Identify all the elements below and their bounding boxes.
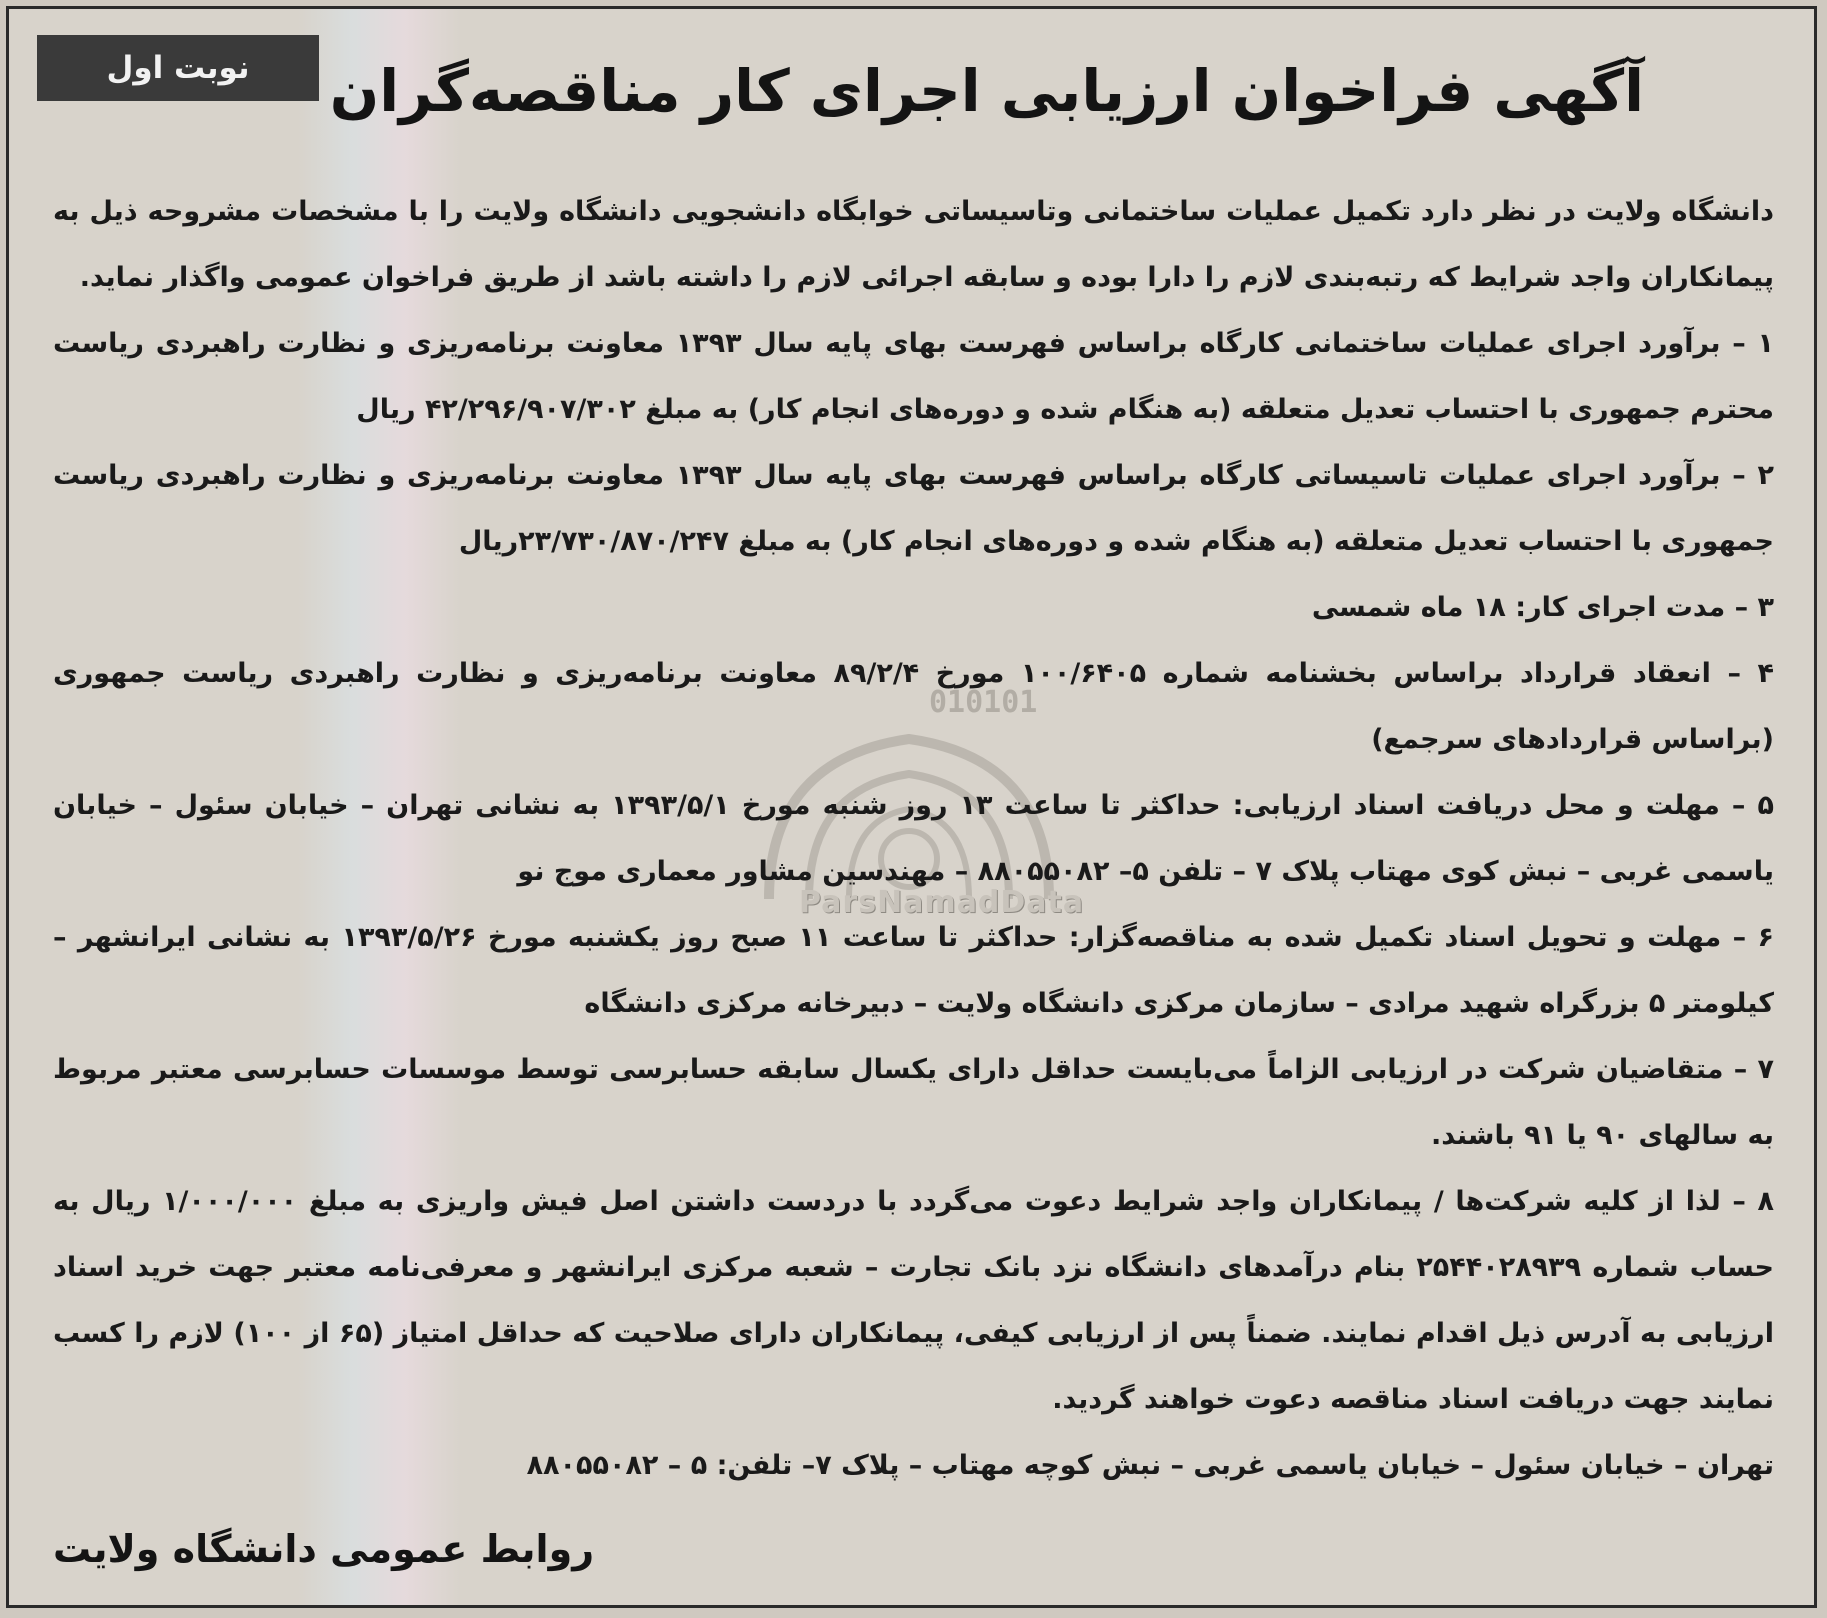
ad-signature: روابط عمومی دانشگاه ولایت [53,1527,595,1571]
edition-badge-label: نوبت اول [106,50,250,86]
ad-item-7: ۷ – متقاضیان شرکت در ارزیابی الزاماً می‌بایست حداقل دارای یکسال سابقه حسابرسی توسط موسسات حسابرسی معتبر مربوط به سالهای ۹۰ یا ۹۱ باشند. [53,1054,1774,1151]
edition-badge [37,35,319,101]
ad-address: تهران – خیابان سئول – خیابان یاسمی غربی – نبش کوچه مهتاب – پلاک ۷– تلفن: ۵ – ۸۸۰۵۵۰۸۲ [526,1450,1774,1481]
ad-item-5: ۵ – مهلت و محل دریافت اسناد ارزیابی: حداکثر تا ساعت ۱۳ روز شنبه مورخ ۱۳۹۳/۵/۱ به نشانی تهران – خیابان سئول – خیابان یاسمی غربی – نبش کوی مهتاب پلاک ۷ – تلفن ۵– ۸۸۰۵۵۰۸۲ – مهندسین مشاور معماری موج نو [53,790,1774,887]
ad-item-1: ۱ – برآورد اجرای عملیات ساختمانی کارگاه براساس فهرست بهای پایه سال ۱۳۹۳ معاونت برنامه‌ریزی و نظارت راهبردی ریاست محترم جمهوری با احتساب تعدیل متعلقه (به هنگام شده و دوره‌های انجام کار) به مبلغ ۴۲/۲۹۶/۹۰۷/۳۰۲ ریال [53,328,1774,425]
watermark-text: ParsNamadData [799,885,1085,920]
ad-item-8: ۸ – لذا از کلیه شرکت‌ها / پیمانکاران واجد شرایط دعوت می‌گردد با دردست داشتن اصل فیش واریزی به مبلغ ۱/۰۰۰/۰۰۰ ریال به حساب شماره ۲۵۴۴۰۲۸۹۳۹ بنام درآمدهای دانشگاه نزد بانک تجارت – شعبه مرکزی ایرانشهر و معرفی‌نامه معتبر جهت خرید اسناد ارزیابی به آدرس ذیل اقدام نمایند. ضمناً پس از ارزیابی کیفی، پیمانکاران دارای صلاحیت که حداقل امتیاز (۶۵ از ۱۰۰) لازم را کسب نمایند جهت دریافت اسناد مناقصه دعوت خواهند گردید. [53,1186,1775,1415]
ad-item-3: ۳ – مدت اجرای کار: ۱۸ ماه شمسی [1311,592,1774,623]
ad-intro: دانشگاه ولایت در نظر دارد تکمیل عملیات ساختمانی وتاسیساتی خوابگاه دانشجویی دانشگاه ولایت را با مشخصات مشروحه ذیل به پیمانکاران واجد شرایط که رتبه‌بندی لازم را دارا بوده و سابقه اجرائی لازم را داشته باشد از طریق فراخوان عمومی واگذار نماید. [53,196,1774,293]
ad-item-2: ۲ – برآورد اجرای عملیات تاسیساتی کارگاه براساس فهرست بهای پایه سال ۱۳۹۳ معاونت برنامه‌ریزی و نظارت راهبردی ریاست جمهوری با احتساب تعدیل متعلقه (به هنگام شده و دوره‌های انجام کار) به مبلغ ۲۳/۷۳۰/۸۷۰/۲۴۷ریال [53,460,1774,557]
watermark-code-line: 010101 [929,685,1038,720]
ad-item-6: ۶ – مهلت و تحویل اسناد تکمیل شده به مناقصه‌گزار: حداکثر تا ساعت ۱۱ صبح روز یکشنبه مورخ ۱۳۹۳/۵/۲۶ به نشانی ایرانشهر – کیلومتر ۵ بزرگراه شهید مرادی – سازمان مرکزی دانشگاه ولایت – دبیرخانه مرکزی دانشگاه [53,922,1774,1019]
ad-item-4: ۴ – انعقاد قرارداد براساس بخشنامه شماره ۱۰۰/۶۴۰۵ مورخ ۸۹/۲/۴ معاونت برنامه‌ریزی و نظارت راهبردی ریاست جمهوری (براساس قراردادهای سرجمع) [53,658,1774,755]
ad-body [53,179,1774,1499]
ad-frame [6,6,1817,1608]
ad-title: آگهی فراخوان ارزیابی اجرای کار مناقصه‌گران [329,57,1644,125]
